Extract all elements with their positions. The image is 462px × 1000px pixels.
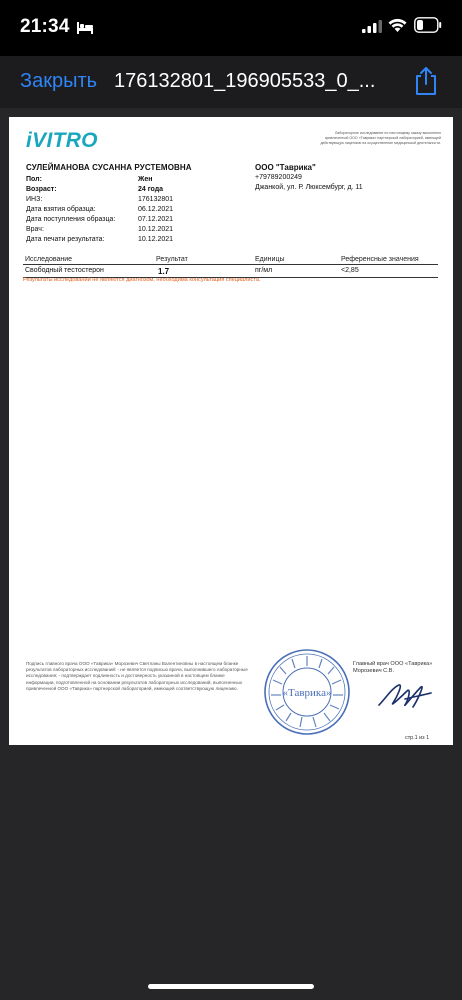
cell-test: Свободный тестостерон [25, 267, 104, 274]
share-button[interactable] [413, 66, 439, 96]
cellular-signal-icon [362, 20, 382, 38]
header-test: Исследование [25, 256, 73, 263]
results-table [23, 255, 438, 278]
ivitro-logo: iVITRO [26, 129, 98, 152]
info-value: Жен [138, 176, 153, 183]
organization-block [255, 163, 363, 193]
info-row-sample-date [26, 205, 246, 215]
share-icon [413, 84, 439, 99]
disclaimer: Результаты исследований не являются диагнозом, необходима консультация специалиста. [23, 277, 261, 283]
org-address: Джанкой, ул. Р. Люксембург, д. 11 [255, 184, 363, 191]
cell-units: пг/мл [255, 267, 273, 274]
info-label: Дата поступления образца: [26, 216, 116, 223]
chief-name: Морозевич С.В. [353, 668, 395, 675]
patient-info [26, 175, 246, 245]
org-phone: +79789200249 [255, 174, 302, 181]
chief-title: Главный врач ООО «Таврика» [353, 661, 433, 667]
info-row-inz [26, 195, 246, 205]
header-result: Результат [156, 256, 188, 263]
nav-bar [0, 56, 462, 108]
cell-result: 1.7 [158, 267, 170, 276]
footer-note: Подпись главного врача ООО «Таврика» Морозевич Светланы Валентиновны в настоящем бланке результатов лабораторных исследований: - не является подписью врача, выполнившего лабораторные исследования; - подтверждает подлинность и достоверность указанной в настоящем бланке информации, подготовленной на основании результатов лабораторных исследований, выполненных привлеченной ООО «Таврика» партнерской лабораторией, имеющей соответствующую лицензию. [26, 661, 248, 691]
file-title: 176132801_196905533_0_... [114, 70, 376, 92]
license-text: Лабораторное исследование по настоящему заказу выполнено привлеченной ООО «Таврика» партнерской лабораторией, имеющей действующую лицензию на осуществление медицинской деятельности. [320, 131, 441, 146]
results-header [23, 255, 438, 265]
document-viewer[interactable] [0, 108, 462, 1000]
status-time: 21:34 [20, 16, 70, 37]
organization-stamp [262, 647, 352, 737]
info-label: Возраст: [26, 186, 57, 193]
info-value: 24 года [138, 186, 164, 193]
info-row-received-date [26, 215, 246, 225]
wifi-icon [388, 18, 407, 38]
info-value: 176132801 [138, 196, 174, 203]
info-row-doctor [26, 225, 246, 235]
info-row-age [26, 185, 246, 195]
info-label: Дата взятия образца: [26, 206, 96, 213]
close-button[interactable]: Закрыть [20, 70, 98, 92]
page-number: стр.1 из 1 [405, 735, 430, 741]
chief-doctor [353, 661, 432, 676]
patient-name: СУЛЕЙМАНОВА СУСАННА РУСТЕМОВНА [26, 163, 192, 172]
stamp-text: «Таврика» [282, 687, 332, 699]
bed-icon [77, 21, 93, 39]
header-units: Единицы [255, 256, 285, 263]
info-label: ИНЗ: [26, 196, 43, 203]
org-name: ООО "Таврика" [255, 163, 316, 172]
signature [375, 677, 435, 718]
info-value: 10.12.2021 [138, 226, 174, 233]
header-reference: Референсные значения [341, 256, 419, 263]
info-value: 07.12.2021 [138, 216, 174, 223]
info-label: Врач: [26, 226, 44, 233]
info-label: Пол: [26, 176, 42, 183]
info-value: 06.12.2021 [138, 206, 174, 213]
info-label: Дата печати результата: [26, 236, 105, 243]
info-value: 10.12.2021 [138, 236, 174, 243]
battery-icon [414, 17, 442, 38]
cell-reference: <2,85 [341, 267, 359, 274]
info-row-sex [26, 175, 246, 185]
info-row-print-date [26, 235, 246, 245]
document-page [9, 117, 453, 745]
home-indicator[interactable] [148, 984, 314, 989]
status-bar [0, 0, 462, 56]
